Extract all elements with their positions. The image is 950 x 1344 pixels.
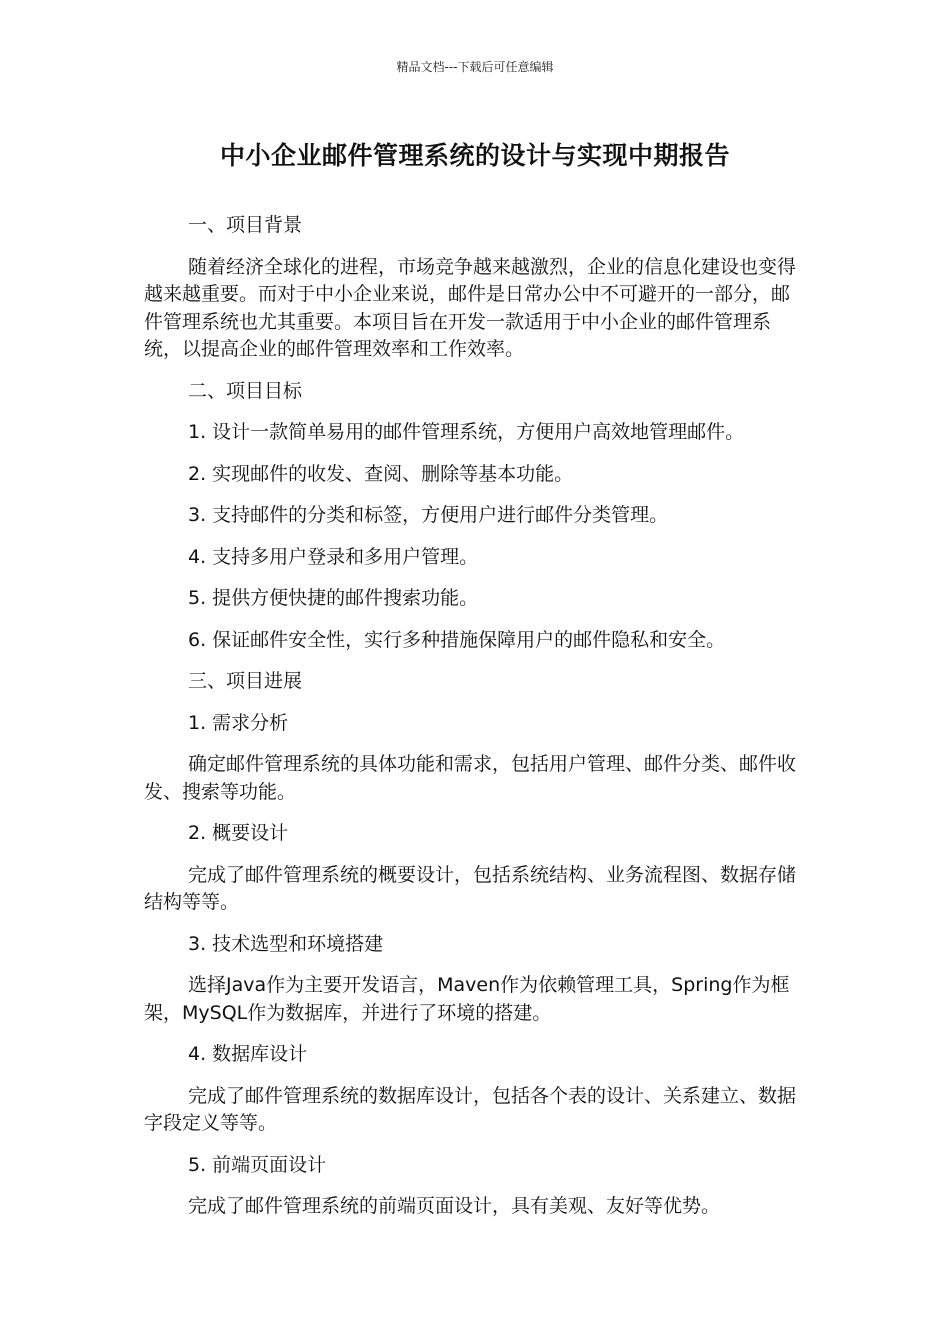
section-heading-goals: 二、项目目标 (188, 379, 303, 402)
subheading-outline-design: 2. 概要设计 (188, 822, 289, 844)
goal-item-2: 2. 实现邮件的收发、查阅、删除等基本功能。 (188, 462, 574, 485)
document-body (144, 212, 804, 1235)
goal-item-6: 6. 保证邮件安全性，实行多种措施保障用户的邮件隐私和安全。 (188, 628, 726, 651)
subheading-frontend-design: 5. 前端页面设计 (188, 1153, 327, 1176)
paragraph-outline-design: 完成了邮件管理系统的概要设计，包括系统结构、业务流程图、数据存储结构等等。 (144, 863, 797, 913)
goal-item-1: 1. 设计一款简单易用的邮件管理系统，方便用户高效地管理邮件。 (188, 421, 745, 443)
paragraph-background: 随着经济全球化的进程，市场竞争越来越激烈，企业的信息化建设也变得越来越重要。而对于中小企业来说，邮件是日常办公中不可避开的一部分，邮件管理系统也尤其重要。本项目旨在开发一款适用于中小企业的邮件管理系统，以提高企业的邮件管理效率和工作效率。 (144, 255, 797, 360)
section-heading-background: 一、项目背景 (188, 214, 303, 236)
subheading-database-design: 4. 数据库设计 (188, 1043, 308, 1065)
section-heading-progress: 三、项目进展 (188, 670, 303, 692)
page-header: 精品文档---下载后可任意编辑 (396, 60, 554, 74)
goal-item-4: 4. 支持多用户登录和多用户管理。 (188, 545, 479, 568)
document-title: 中小企业邮件管理系统的设计与实现中期报告 (219, 141, 730, 170)
subheading-tech-selection: 3. 技术选型和环境搭建 (188, 932, 384, 955)
paragraph-database-design: 完成了邮件管理系统的数据库设计，包括各个表的设计、关系建立、数据字段定义等等。 (144, 1084, 797, 1134)
paragraph-requirements: 确定邮件管理系统的具体功能和需求，包括用户管理、邮件分类、邮件收发、搜索等功能。 (144, 753, 797, 803)
goal-item-3: 3. 支持邮件的分类和标签，方便用户进行邮件分类管理。 (188, 504, 669, 526)
paragraph-frontend-design: 完成了邮件管理系统的前端页面设计，具有美观、友好等优势。 (188, 1195, 721, 1217)
paragraph-tech-selection: 选择Java作为主要开发语言，Maven作为依赖管理工具，Spring作为框架，MySQL作为数据库，并进行了环境的搭建。 (144, 974, 790, 1024)
subheading-requirements: 1. 需求分析 (188, 711, 289, 734)
goal-item-5: 5. 提供方便快捷的邮件搜索功能。 (188, 587, 479, 609)
